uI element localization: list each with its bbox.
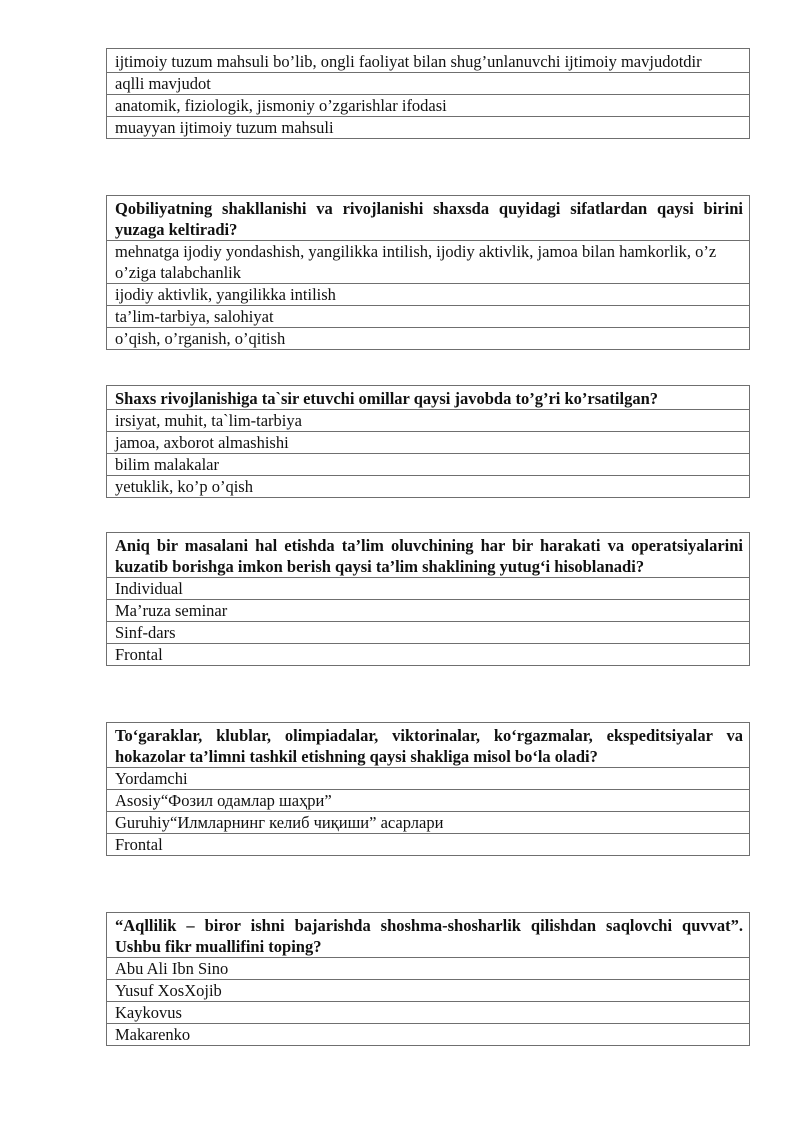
question-block-3	[106, 385, 750, 498]
question-row	[107, 196, 750, 241]
option-row	[107, 49, 750, 73]
question-text: Shaxs rivojlanishiga ta`sir etuvchi omillar qaysi javobda to’g’ri ko’rsatilgan?	[107, 386, 750, 410]
option-row	[107, 790, 750, 812]
option-row	[107, 812, 750, 834]
option-row	[107, 73, 750, 95]
option-row	[107, 454, 750, 476]
option-row	[107, 644, 750, 666]
option-text: bilim malakalar	[107, 454, 750, 476]
option-text: ijtimoiy tuzum mahsuli bo’lib, ongli faoliyat bilan shug’unlanuvchi ijtimoiy mavjudotdir	[107, 49, 750, 73]
option-text: Yusuf XosXojib	[107, 980, 750, 1002]
question-row	[107, 913, 750, 958]
option-row	[107, 980, 750, 1002]
question-text: “Aqllilik – biror ishni bajarishda shoshma-shosharlik qilishdan saqlovchi quvvat”. Ushbu fikr muallifini toping?	[107, 913, 750, 958]
option-row	[107, 1024, 750, 1046]
option-text: Frontal	[107, 644, 750, 666]
option-text: jamoa, axborot almashishi	[107, 432, 750, 454]
option-text: Makarenko	[107, 1024, 750, 1046]
option-row	[107, 432, 750, 454]
option-text: Sinf-dars	[107, 622, 750, 644]
option-row	[107, 284, 750, 306]
option-row	[107, 306, 750, 328]
question-text: Qobiliyatning shakllanishi va rivojlanishi shaxsda quyidagi sifatlardan qaysi birini yuzaga keltiradi?	[107, 196, 750, 241]
option-row	[107, 622, 750, 644]
option-text: Abu Ali Ibn Sino	[107, 958, 750, 980]
question-row	[107, 723, 750, 768]
question-block-4	[106, 532, 750, 666]
option-row	[107, 117, 750, 139]
option-row	[107, 328, 750, 350]
option-text: yetuklik, ko’p o’qish	[107, 476, 750, 498]
option-row	[107, 958, 750, 980]
option-text: muayyan ijtimoiy tuzum mahsuli	[107, 117, 750, 139]
option-row	[107, 1002, 750, 1024]
option-row	[107, 768, 750, 790]
question-block-6	[106, 912, 750, 1046]
option-text: Asosiy“Фозил одамлар шаҳри”	[107, 790, 750, 812]
option-text: irsiyat, muhit, ta`lim-tarbiya	[107, 410, 750, 432]
option-text: ta’lim-tarbiya, salohiyat	[107, 306, 750, 328]
option-row	[107, 476, 750, 498]
question-block-2	[106, 195, 750, 350]
option-row	[107, 578, 750, 600]
option-row	[107, 241, 750, 284]
option-text: Individual	[107, 578, 750, 600]
option-text: anatomik, fiziologik, jismoniy o’zgarishlar ifodasi	[107, 95, 750, 117]
question-text: To‘garaklar, klublar, olimpiadalar, viktorinalar, ko‘rgazmalar, ekspeditsiyalar va hokazolar ta’limni tashkil etishning qaysi shakliga misol bo‘la oladi?	[107, 723, 750, 768]
option-row	[107, 410, 750, 432]
option-text: mehnatga ijodiy yondashish, yangilikka intilish, ijodiy aktivlik, jamoa bilan hamkorlik, o’z o’ziga talabchanlik	[107, 241, 750, 284]
option-text: o’qish, o’rganish, o’qitish	[107, 328, 750, 350]
option-text: Kaykovus	[107, 1002, 750, 1024]
option-text: aqlli mavjudot	[107, 73, 750, 95]
option-text: Ma’ruza seminar	[107, 600, 750, 622]
option-text: ijodiy aktivlik, yangilikka intilish	[107, 284, 750, 306]
question-block-5	[106, 722, 750, 856]
question-row	[107, 386, 750, 410]
option-row	[107, 600, 750, 622]
question-block-1	[106, 48, 750, 139]
option-row	[107, 95, 750, 117]
option-text: Guruhiy“Илмларнинг келиб чиқиши” асарлари	[107, 812, 750, 834]
option-text: Frontal	[107, 834, 750, 856]
option-text: Yordamchi	[107, 768, 750, 790]
question-row	[107, 533, 750, 578]
option-row	[107, 834, 750, 856]
question-text: Aniq bir masalani hal etishda ta’lim oluvchining har bir harakati va operatsiyalarini kuzatib borishga imkon berish qaysi ta’lim shaklining yutug‘i hisoblanadi?	[107, 533, 750, 578]
